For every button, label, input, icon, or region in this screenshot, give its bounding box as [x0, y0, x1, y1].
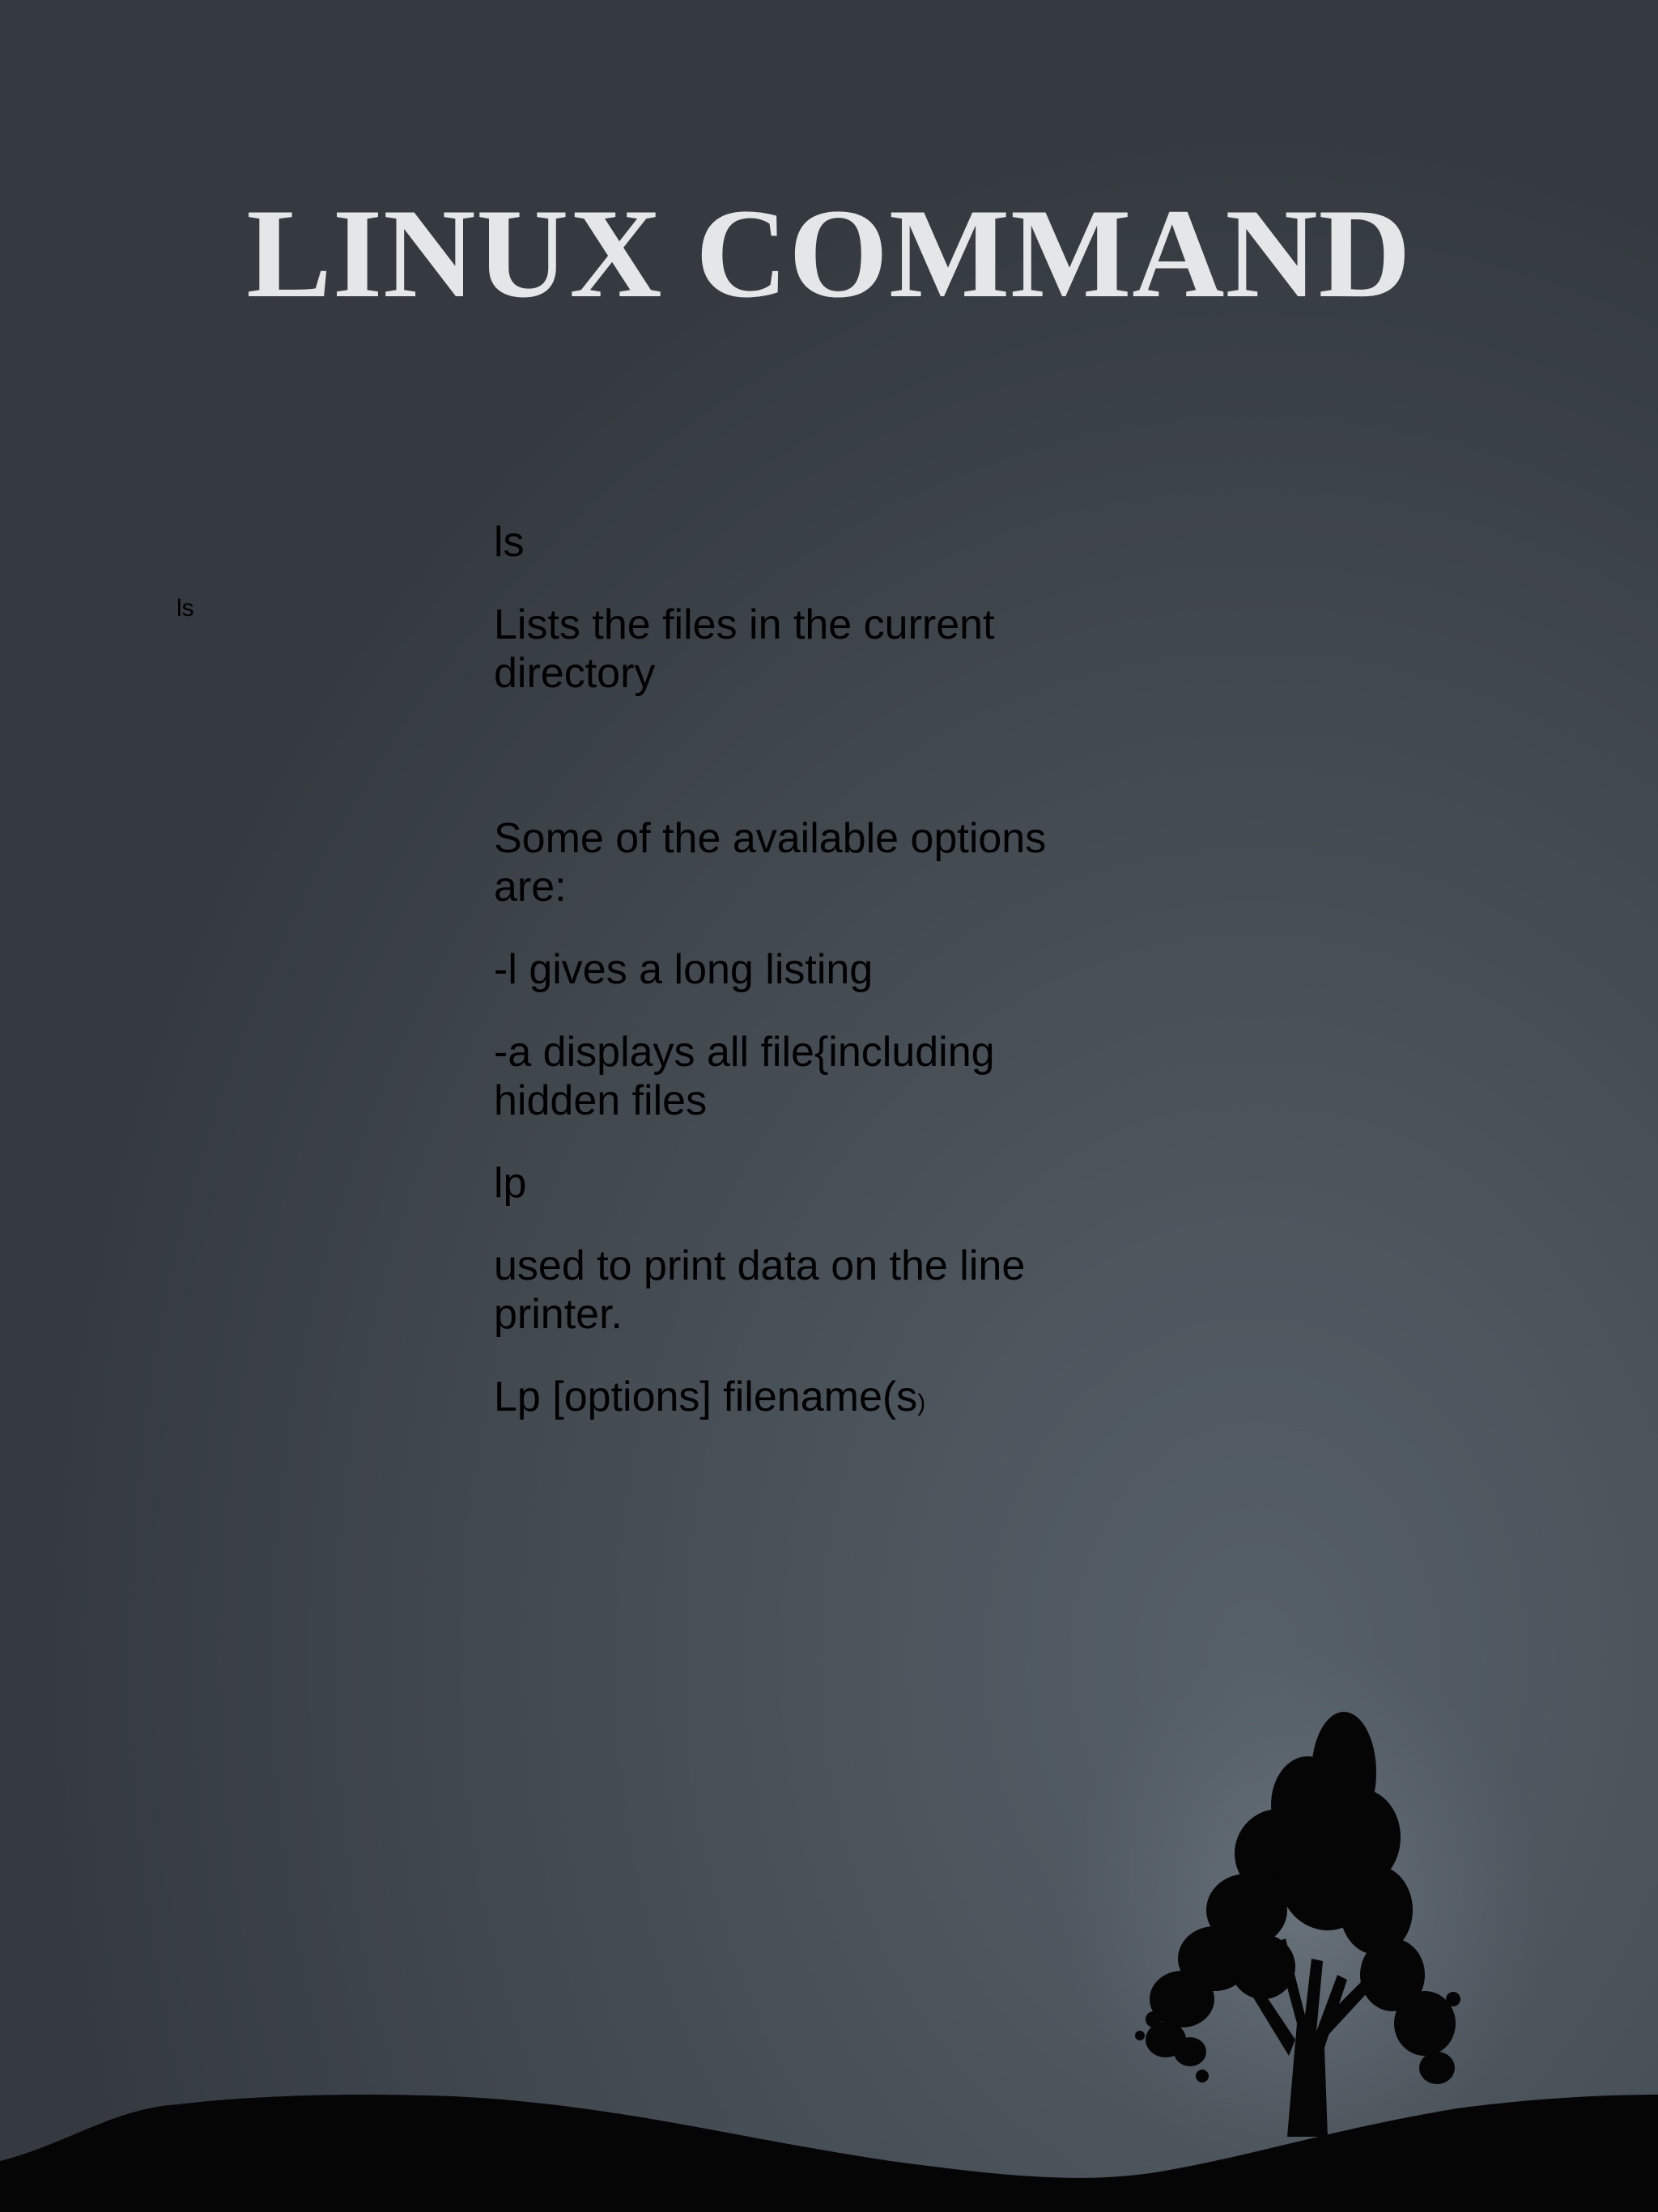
options-intro: Some of the available options are: — [494, 815, 1047, 911]
option-a: -a displays all file{including hidden files — [494, 1029, 995, 1124]
ls-command: ls — [494, 519, 525, 566]
lp-syntax-end: ) — [917, 1390, 926, 1416]
lp-syntax — [494, 1373, 1109, 1428]
page-title: LINUX COMMAND — [246, 183, 1412, 325]
spacer — [494, 732, 1109, 814]
ls-description: Lists the files in the current directory — [494, 601, 995, 697]
side-label: ls — [176, 595, 194, 622]
lp-syntax-text: Lp [options] filename(s — [494, 1373, 918, 1420]
lp-description: used to print data on the line printer. — [494, 1242, 1026, 1338]
lp-command: lp — [494, 1160, 527, 1207]
option-l: -l gives a long listing — [494, 946, 874, 993]
content-block — [494, 518, 1109, 1462]
